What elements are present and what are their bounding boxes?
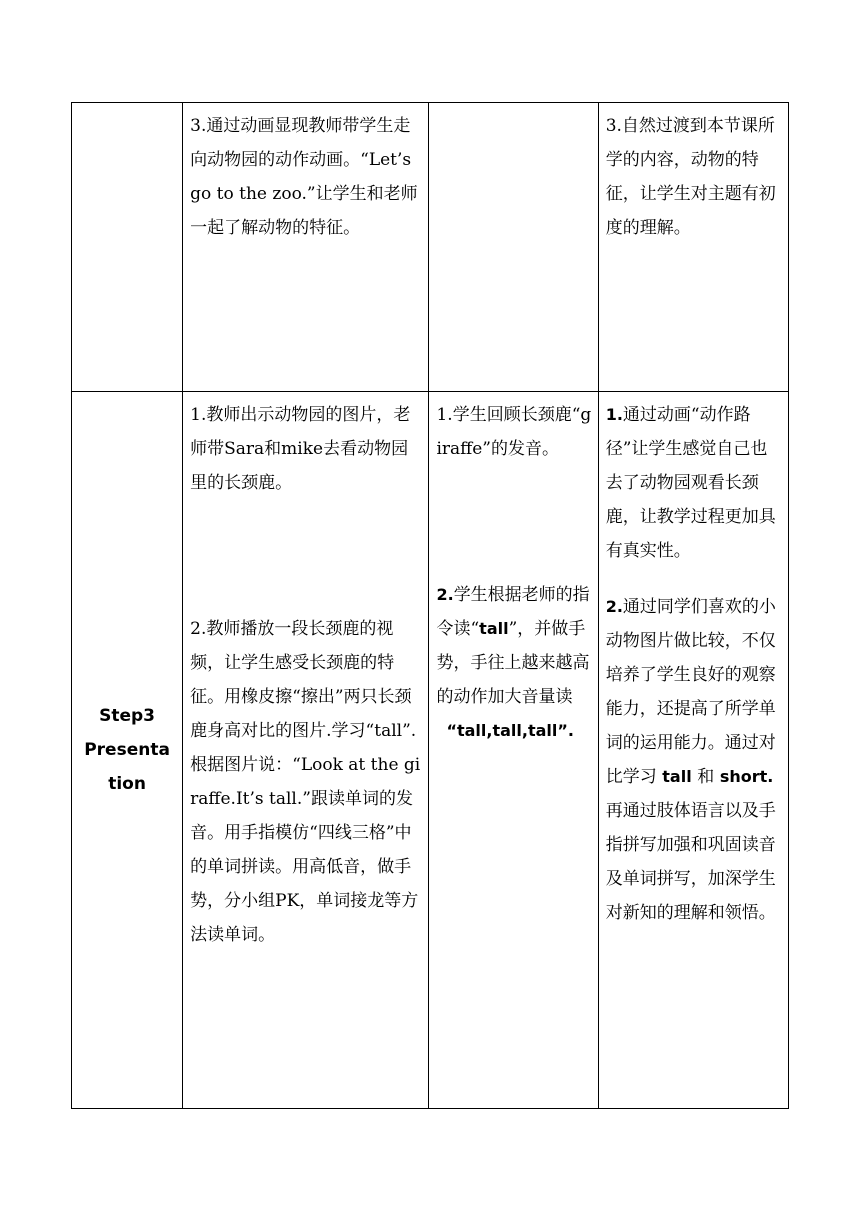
table-row — [72, 103, 789, 392]
teacher-activity-cell — [183, 392, 429, 1109]
teacher-activity-text: 3.通过动画显现教师带学生走向动物园的动作动画。“Let’s go to the zoo.”让学生和老师一起了解动物的特征。 — [190, 116, 418, 238]
student-activity-cell — [429, 392, 598, 1109]
design-purpose-1: 1.通过动画“动作路径”让学生感觉自己也去了动物园观看长颈鹿，让教学过程更加具有真实性。 — [605, 405, 776, 561]
step-label-line: Step3 — [99, 706, 156, 726]
step-label-cell — [72, 392, 183, 1109]
lesson-plan-table — [71, 102, 789, 1109]
design-purpose-2: 2.通过同学们喜欢的小动物图片做比较，不仅培养了学生良好的观察能力，还提高了所学单词的运用能力。通过对比学习 tall 和 short.再通过肢体语言以及手指拼写加强和巩固读音及单词拼写，加深学生对新知的理解和领悟。 — [605, 597, 776, 923]
student-activity-cell — [429, 103, 598, 392]
step-cell — [72, 103, 183, 392]
design-purpose-cell — [598, 392, 788, 1109]
teacher-activity-2: 2.教师播放一段长颈鹿的视频，让学生感受长颈鹿的特征。用橡皮擦“擦出”两只长颈鹿身高对比的图片.学习“tall”.根据图片说：“Look at the giraffe.It’s tall.”跟读单词的发音。用手指模仿“四线三格”中的单词拼读。用高低音，做手势，分小组PK，单词接龙等方法读单词。 — [190, 619, 421, 945]
step-label-line: Presenta — [84, 740, 170, 760]
student-activity-1: 1.学生回顾长颈鹿“giraffe”的发音。 — [436, 405, 592, 459]
design-purpose-text: 3.自然过渡到本节课所学的内容，动物的特征，让学生对主题有初度的理解。 — [605, 116, 776, 238]
step-label-line: tion — [108, 774, 146, 794]
student-activity-2: 2.学生根据老师的指令读“tall”，并做手势，手往上越来越高的动作加大音量读 “tall,tall,tall”. — [436, 585, 590, 740]
teacher-activity-1: 1.教师出示动物园的图片，老师带Sara和mike去看动物园里的长颈鹿。 — [190, 405, 411, 493]
table-row — [72, 392, 789, 1109]
design-purpose-cell — [598, 103, 788, 392]
teacher-activity-cell — [183, 103, 429, 392]
